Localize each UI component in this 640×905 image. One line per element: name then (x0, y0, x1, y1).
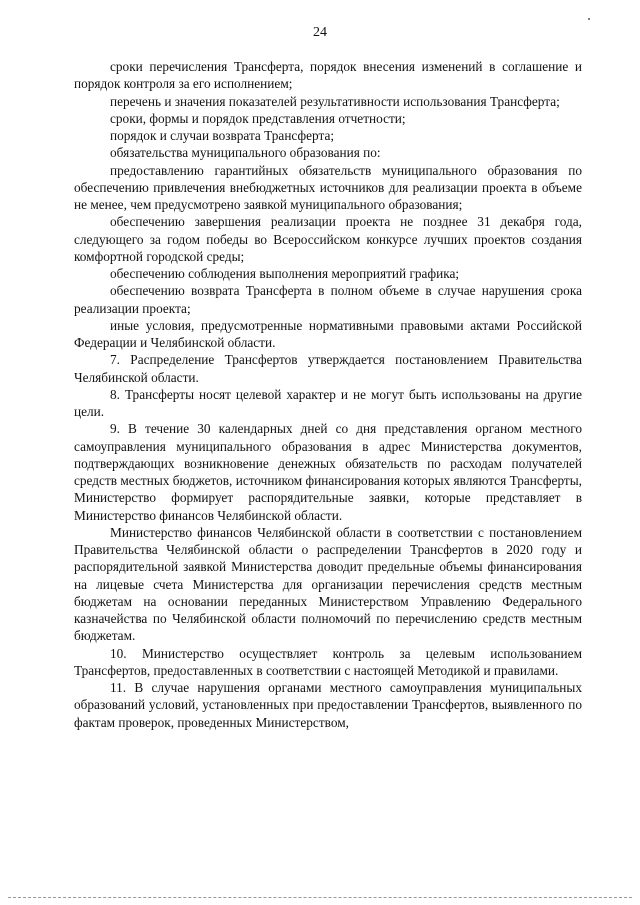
paragraph: обязательства муниципального образования по: (110, 145, 381, 161)
paragraph: обеспечению возврата Трансферта в полном объеме в случае нарушения срока реализации проекта; (74, 283, 582, 316)
paragraph: сроки перечисления Трансферта, порядок внесения изменений в соглашение и порядок контроля за его исполнением; (74, 59, 582, 92)
page-number: 24 (313, 25, 327, 40)
scan-speck (588, 18, 590, 20)
paragraph: 8. Трансферты носят целевой характер и не могут быть использованы на другие цели. (74, 386, 582, 419)
paragraph: иные условия, предусмотренные нормативными правовыми актами Российской Федерации и Челябинской области. (74, 317, 582, 350)
paragraph: сроки, формы и порядок представления отчетности; (110, 110, 406, 126)
paragraph: предоставлению гарантийных обязательств муниципального образования по обеспечению привлечения внебюджетных источников для реализации проекта в объеме не менее, чем предусмотрено заявкой муниципального образования; (74, 162, 582, 212)
paragraph: Министерство финансов Челябинской области в соответствии с постановлением Правительства Челябинской области о распределении Трансфертов в 2020 году и распорядительной заявкой Министерства доводит предельные объемы финансирования на лицевые счета Министерства для организации перечисления средств местным бюджетам на основании переданных Министерством Управлению Федерального казначейства по Челябинской области полномочий по перечислению средств местным бюджетам. (74, 524, 582, 644)
paragraph: обеспечению соблюдения выполнения мероприятий графика; (110, 266, 460, 281)
body-text (74, 58, 582, 731)
paragraph: 10. Министерство осуществляет контроль за целевым использованием Трансфертов, предоставленных в соответствии с настоящей Методикой и правилами. (74, 645, 582, 678)
paragraph: 7. Распределение Трансфертов утверждается постановлением Правительства Челябинской области. (74, 352, 582, 385)
bottom-rule (8, 897, 632, 898)
paragraph: обеспечению завершения реализации проекта не позднее 31 декабря года, следующего за годом победы во Всероссийском конкурсе лучших проектов создания комфортной городской среды; (74, 214, 582, 264)
paragraph: перечень и значения показателей результативности использования Трансферта; (110, 93, 560, 109)
paragraph: 9. В течение 30 календарных дней со дня представления органом местного самоуправления муниципального образования в адрес Министерства документов, подтверждающих возникновение денежных обязательств по расходам получателей средств местных бюджетов, источником финансирования которых являются Трансферты, Министерство формирует распорядительные заявки, которые представляет в Министерство финансов Челябинской области. (74, 421, 582, 523)
paragraph: 11. В случае нарушения органами местного самоуправления муниципальных образований условий, установленных при предоставлении Трансфертов, выявленного по фактам проверок, проведенных Министерством, (74, 680, 582, 730)
paragraph: порядок и случаи возврата Трансферта; (110, 128, 335, 143)
